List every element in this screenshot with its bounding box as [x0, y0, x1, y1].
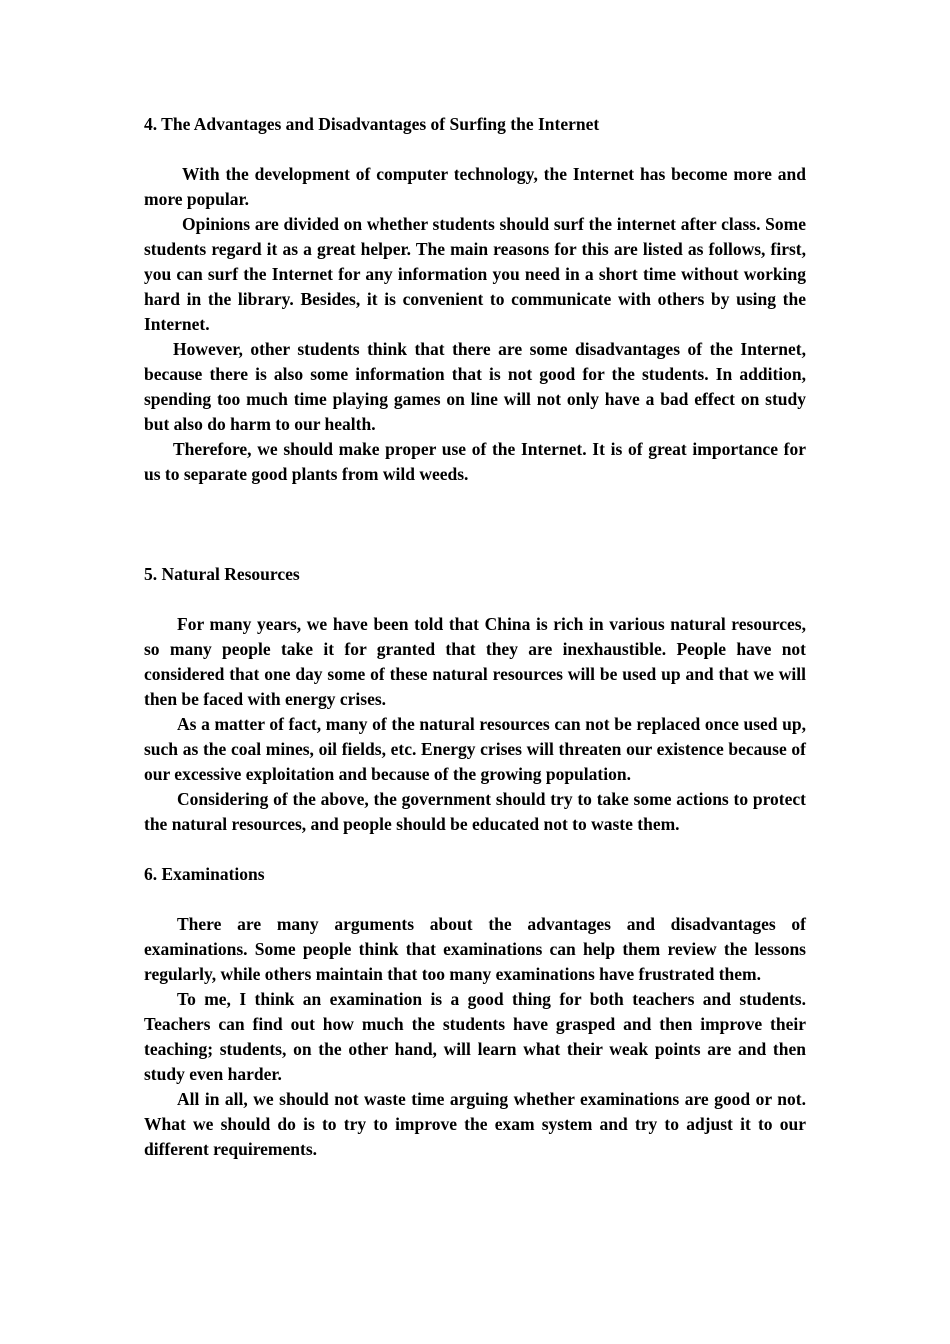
section-natural-resources	[144, 562, 806, 837]
spacer	[144, 837, 806, 862]
section-examinations	[144, 862, 806, 1162]
spacer	[144, 487, 806, 562]
spacer	[144, 587, 806, 612]
section-heading: 4. The Advantages and Disadvantages of Surfing the Internet	[144, 114, 600, 134]
paragraph: With the development of computer technology, the Internet has become more and more popular.	[144, 164, 806, 209]
section-internet	[144, 112, 806, 487]
section-heading: 5. Natural Resources	[144, 564, 300, 584]
paragraph: Opinions are divided on whether students should surf the internet after class. Some students regard it as a great helper. The main reasons for this are listed as follows, first, you can surf the Internet for any information you need in a short time without working hard in the library. Besides, it is convenient to communicate with others by using the Internet.	[144, 214, 806, 334]
paragraph: For many years, we have been told that China is rich in various natural resources, so many people take it for granted that they are inexhaustible. People have not considered that one day some of these natural resources will be used up and that we will then be faced with energy crises.	[144, 614, 806, 709]
paragraph: Considering of the above, the government should try to take some actions to protect the natural resources, and people should be educated not to waste them.	[144, 789, 806, 834]
spacer	[144, 137, 806, 162]
paragraph: To me, I think an examination is a good thing for both teachers and students. Teachers can find out how much the students have grasped and then improve their teaching; students, on the other hand, will learn what their weak points are and then study even harder.	[144, 989, 806, 1084]
section-heading: 6. Examinations	[144, 864, 265, 884]
paragraph: As a matter of fact, many of the natural resources can not be replaced once used up, such as the coal mines, oil fields, etc. Energy crises will threaten our existence because of our excessive exploitation and because of the growing population.	[144, 714, 806, 784]
document-page	[144, 112, 806, 1162]
spacer	[144, 887, 806, 912]
paragraph: Therefore, we should make proper use of the Internet. It is of great importance for us to separate good plants from wild weeds.	[144, 439, 806, 484]
paragraph: However, other students think that there are some disadvantages of the Internet, because there is also some information that is not good for the students. In addition, spending too much time playing games on line will not only have a bad effect on study but also do harm to our health.	[144, 339, 806, 434]
paragraph: All in all, we should not waste time arguing whether examinations are good or not. What we should do is to try to improve the exam system and try to adjust it to our different requirements.	[144, 1089, 806, 1159]
paragraph: There are many arguments about the advantages and disadvantages of examinations. Some people think that examinations can help them review the lessons regularly, while others maintain that too many examinations have frustrated them.	[144, 914, 806, 984]
